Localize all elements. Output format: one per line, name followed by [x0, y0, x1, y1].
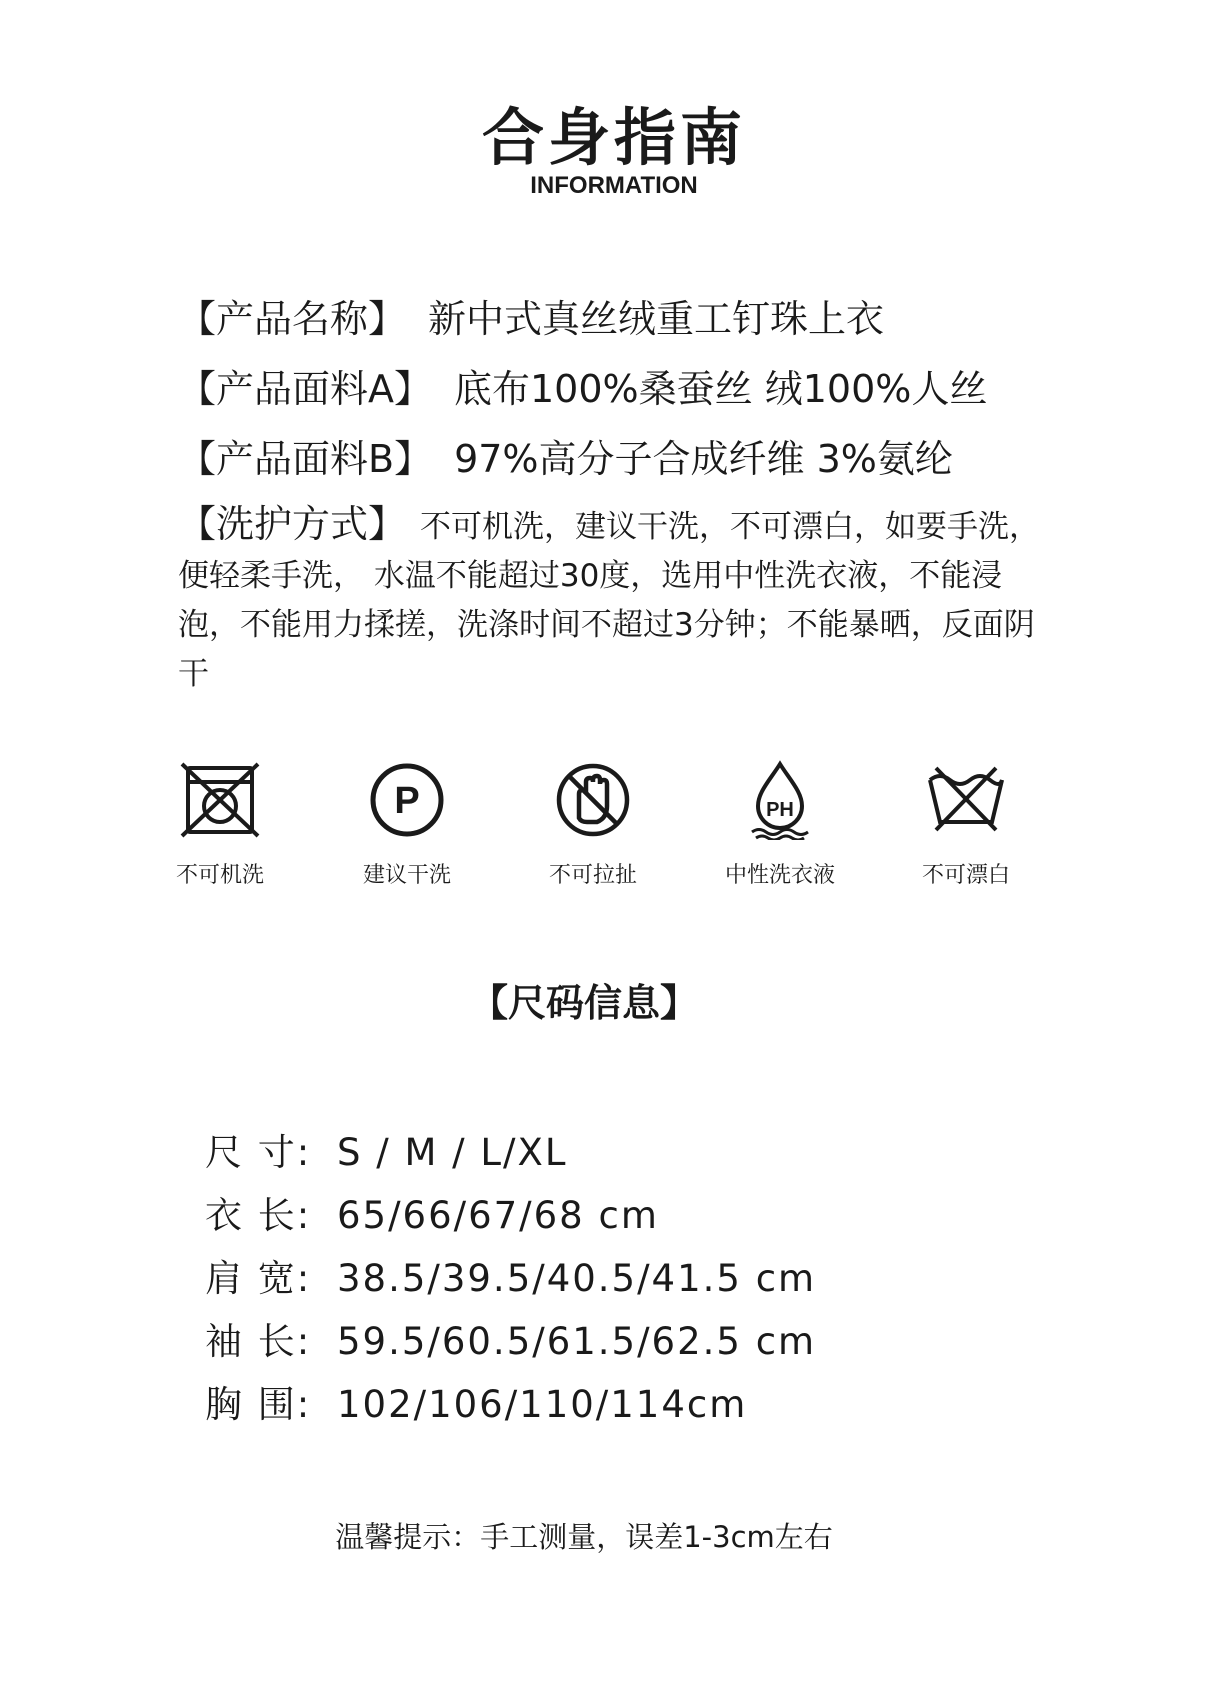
fabric-b-row	[178, 428, 953, 483]
chest-value: 102/106/110/114cm	[337, 1383, 748, 1426]
length-row	[205, 1185, 659, 1239]
care-value: 不可机洗，建议干洗，不可漂白，如要手洗，便轻柔手洗， 水温不能超过30度，选用中性洗衣液，不能浸泡，不能用力揉搓，洗涤时间不超过3分钟；不能暴晒，反面阴干	[178, 509, 1041, 692]
care-label: 【洗护方式】	[178, 502, 407, 546]
dry-clean-icon	[367, 760, 447, 840]
no-pull-icon	[553, 760, 633, 840]
size-value: S / M / L/XL	[337, 1131, 568, 1174]
size-row	[205, 1122, 567, 1176]
product-name-value: 新中式真丝绒重工钉珠上衣	[428, 297, 885, 341]
no-machine-wash-label: 不可机洗	[175, 863, 264, 888]
no-bleach-label: 不可漂白	[921, 863, 1010, 888]
chest-label: 胸 围:	[205, 1383, 312, 1426]
sleeve-value: 59.5/60.5/61.5/62.5 cm	[337, 1320, 817, 1363]
length-label: 衣 长:	[205, 1194, 312, 1237]
no-pull-label: 不可拉扯	[548, 863, 637, 888]
no-machine-wash-icon	[180, 760, 260, 840]
care-instructions	[178, 500, 1058, 699]
measurement-tip: 温馨提示：手工测量，误差1-3cm左右	[335, 1520, 833, 1554]
fabric-a-value: 底布100%桑蚕丝 绒100%人丝	[454, 367, 988, 411]
page-title: 合身指南	[481, 101, 746, 174]
shoulder-label: 肩 宽:	[205, 1257, 312, 1300]
dry-clean-label: 建议干洗	[362, 863, 451, 888]
svg-text:PH: PH	[766, 799, 794, 821]
no-bleach-icon	[926, 760, 1006, 840]
svg-text:P: P	[394, 780, 420, 822]
fabric-b-value: 97%高分子合成纤维 3%氨纶	[454, 437, 953, 481]
length-value: 65/66/67/68 cm	[337, 1194, 659, 1237]
neutral-detergent-label: 中性洗衣液	[724, 863, 835, 888]
sleeve-label: 袖 长:	[205, 1320, 312, 1363]
fabric-b-label: 【产品面料B】	[178, 437, 433, 481]
fabric-a-label: 【产品面料A】	[178, 367, 432, 411]
product-name-label: 【产品名称】	[178, 297, 407, 341]
neutral-detergent-icon	[740, 760, 820, 840]
chest-row	[205, 1374, 747, 1428]
page-subtitle: INFORMATION	[530, 172, 698, 199]
size-label: 尺 寸:	[205, 1131, 312, 1174]
shoulder-row	[205, 1248, 816, 1302]
sleeve-row	[205, 1311, 816, 1365]
product-name-row	[178, 288, 884, 343]
size-info-title: 【尺码信息】	[469, 981, 698, 1025]
fabric-a-row	[178, 358, 987, 413]
shoulder-value: 38.5/39.5/40.5/41.5 cm	[337, 1257, 817, 1300]
